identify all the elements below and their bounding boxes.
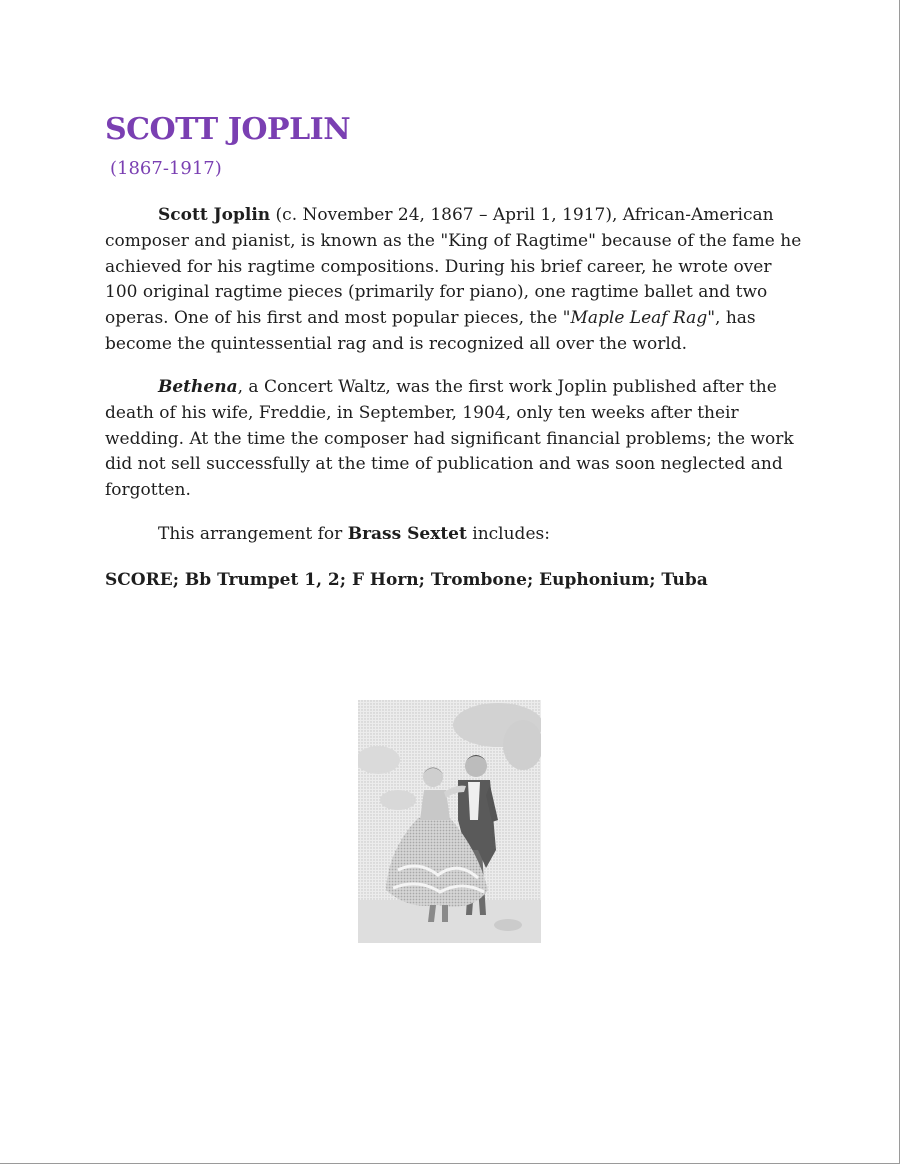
- arrangement-text-start: This arrangement for: [158, 524, 348, 544]
- work-description-paragraph: [105, 375, 805, 504]
- composer-name: Scott Joplin: [158, 205, 271, 225]
- life-dates: (1867-1917): [110, 158, 222, 179]
- biography-text-end: ", has become the quintessential rag and is recognized all over the world.: [105, 308, 756, 354]
- work-description-text: , a Concert Waltz, was the first work Joplin published after the death of his wife, Freddie, in September, 1904, only ten weeks after their wedding. At the time the composer had significant financial problems; the work did not sell successfully at the time of publication and was soon neglected and forgotten.: [105, 377, 794, 501]
- waltz-dancers-illustration: [358, 700, 541, 943]
- page-title: SCOTT JOPLIN: [105, 112, 351, 147]
- arrangement-text-end: includes:: [466, 524, 550, 544]
- piece-title-italic: Maple Leaf Rag: [570, 308, 708, 329]
- ensemble-name: Brass Sextet: [347, 524, 467, 544]
- arrangement-paragraph: [105, 522, 805, 548]
- instrumentation-list: SCORE; Bb Trumpet 1, 2; F Horn; Trombone; Euphonium; Tuba: [105, 570, 708, 590]
- biography-paragraph: [105, 203, 805, 358]
- work-title: Bethena: [158, 377, 238, 397]
- biography-text: (c. November 24, 1867 – April 1, 1917), African-American composer and pianist, is known as the "King of Ragtime" because of the fame he achieved for his ragtime compositions. During his brief career, he wrote over 100 original ragtime pieces (primarily for piano), one ragtime ballet and two operas. One of his first and most popular pieces, the ": [105, 205, 802, 329]
